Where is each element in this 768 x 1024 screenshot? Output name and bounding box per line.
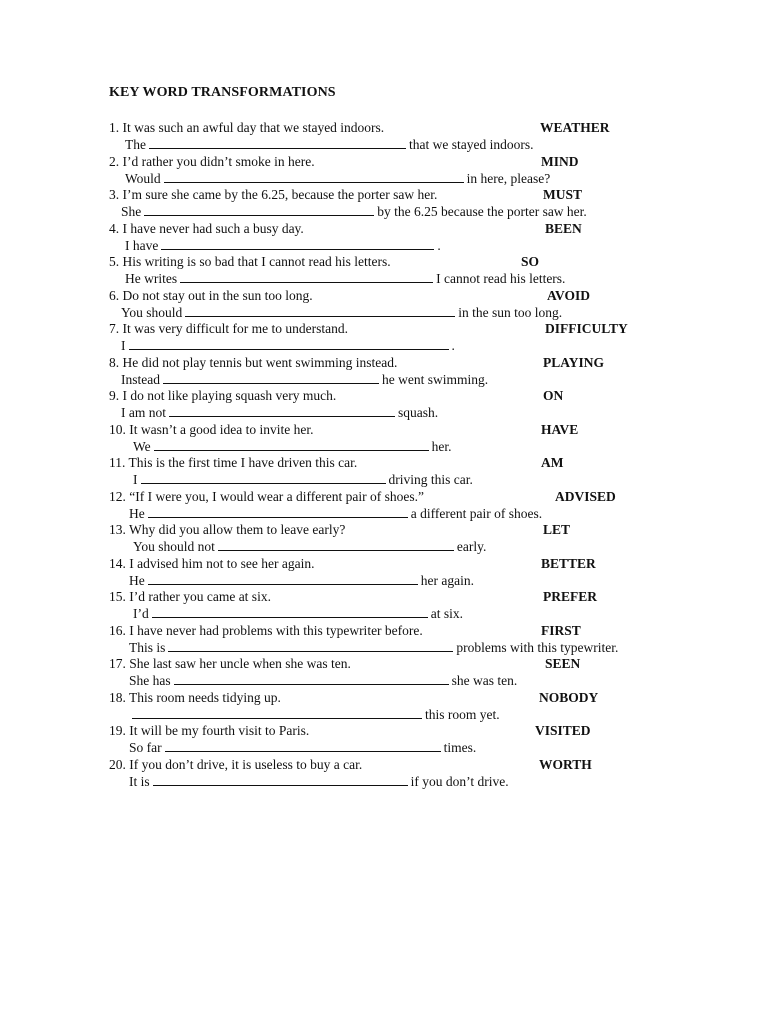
answer-blank[interactable] (132, 706, 422, 719)
answer-suffix: times. (443, 740, 477, 755)
exercise-item (0, 622, 768, 656)
answer-suffix: I cannot read his letters. (436, 271, 566, 286)
answer-suffix: at six. (430, 606, 463, 621)
answer-prefix: She (121, 204, 142, 219)
exercise-item (0, 287, 768, 321)
exercise-item (0, 387, 768, 421)
answer-line (121, 371, 488, 388)
exercise-keyword: NOBODY (539, 689, 599, 705)
exercise-question: 19. It will be my fourth visit to Paris. (109, 723, 310, 738)
answer-prefix: Instead (121, 371, 160, 387)
exercise-question: 6. Do not stay out in the sun too long. (109, 287, 313, 303)
answer-suffix: . (451, 338, 455, 353)
exercise-keyword: AM (541, 455, 564, 470)
exercise-item (0, 689, 768, 723)
answer-suffix: if you don’t drive. (410, 773, 509, 789)
exercise-item (0, 655, 768, 689)
answer-prefix: He (129, 505, 145, 521)
answer-blank[interactable] (161, 237, 434, 250)
answer-line (125, 237, 441, 254)
answer-blank[interactable] (152, 605, 428, 618)
exercise-keyword: AVOID (547, 287, 590, 303)
answer-suffix: squash. (398, 405, 439, 420)
answer-prefix: So far (129, 740, 162, 755)
exercise-question: 8. He did not play tennis but went swimming instead. (109, 354, 398, 370)
answer-blank[interactable] (148, 505, 408, 518)
answer-blank[interactable] (164, 170, 464, 183)
exercise-keyword: VISITED (535, 723, 591, 738)
answer-blank[interactable] (169, 404, 395, 417)
exercise-item (0, 756, 768, 790)
answer-prefix: I (121, 338, 126, 353)
answer-prefix: I (133, 472, 138, 487)
answer-blank[interactable] (129, 337, 449, 350)
exercise-keyword: PREFER (543, 589, 597, 604)
worksheet-title: KEY WORD TRANSFORMATIONS (109, 85, 336, 100)
answer-blank[interactable] (165, 739, 441, 752)
exercise-item (0, 153, 768, 187)
exercise-question: 2. I’d rather you didn’t smoke in here. (109, 153, 315, 169)
exercise-item (0, 555, 768, 589)
answer-prefix: I am not (121, 405, 166, 420)
exercise-question: 11. This is the first time I have driven this car. (109, 455, 358, 470)
exercise-list (0, 119, 768, 789)
answer-line (133, 438, 452, 455)
answer-suffix: he went swimming. (381, 371, 489, 387)
exercise-keyword: PLAYING (543, 354, 605, 370)
exercise-question: 16. I have never had problems with this typewriter before. (109, 622, 423, 638)
answer-line (129, 572, 474, 589)
answer-suffix: problems with this typewriter. (456, 639, 619, 655)
exercise-item (0, 220, 768, 254)
answer-line (129, 639, 618, 656)
answer-blank[interactable] (153, 773, 408, 786)
answer-line (121, 404, 438, 421)
answer-prefix: This is (129, 639, 166, 655)
exercise-item (0, 588, 768, 622)
exercise-item (0, 722, 768, 756)
answer-line (133, 538, 486, 555)
exercise-question: 13. Why did you allow them to leave early? (109, 522, 346, 537)
exercise-keyword: LET (543, 522, 571, 537)
exercise-item (0, 521, 768, 555)
exercise-keyword: ADVISED (555, 488, 616, 504)
exercise-keyword: SEEN (545, 656, 581, 671)
answer-suffix: driving this car. (388, 472, 473, 487)
exercise-question: 5. His writing is so bad that I cannot read his letters. (109, 254, 391, 269)
answer-line (133, 471, 473, 488)
exercise-keyword: WEATHER (540, 120, 610, 135)
exercise-question: 1. It was such an awful day that we stayed indoors. (109, 120, 385, 135)
answer-suffix: a different pair of shoes. (410, 505, 543, 521)
exercise-keyword: MUST (543, 187, 583, 202)
exercise-question: 10. It wasn’t a good idea to invite her. (109, 421, 314, 437)
answer-line (125, 270, 565, 287)
answer-suffix: in here, please? (466, 170, 551, 186)
answer-blank[interactable] (174, 672, 449, 685)
answer-line (129, 706, 500, 723)
answer-prefix: I have (125, 237, 159, 253)
exercise-question: 14. I advised him not to see her again. (109, 555, 315, 571)
answer-suffix: her again. (420, 572, 474, 588)
exercise-question: 17. She last saw her uncle when she was ten. (109, 656, 351, 671)
answer-prefix: It is (129, 773, 150, 789)
exercise-question: 7. It was very difficult for me to understand. (109, 321, 348, 336)
answer-blank[interactable] (149, 136, 406, 149)
exercise-keyword: BETTER (541, 555, 596, 571)
answer-line (129, 773, 509, 790)
answer-blank[interactable] (141, 471, 386, 484)
exercise-keyword: ON (543, 388, 564, 403)
exercise-keyword: SO (521, 254, 540, 269)
answer-prefix: I’d (133, 606, 149, 621)
exercise-keyword: FIRST (541, 622, 581, 638)
answer-suffix: in the sun too long. (458, 304, 563, 320)
answer-line (129, 739, 476, 756)
answer-blank[interactable] (180, 270, 433, 283)
answer-line (125, 170, 550, 187)
answer-blank[interactable] (218, 538, 454, 551)
answer-line (121, 203, 587, 220)
answer-blank[interactable] (148, 572, 418, 585)
answer-blank[interactable] (168, 639, 453, 652)
answer-prefix: You should not (133, 539, 215, 554)
answer-line (121, 337, 455, 354)
exercise-item (0, 186, 768, 220)
exercise-keyword: MIND (541, 153, 579, 169)
answer-suffix: . (437, 237, 441, 253)
exercise-keyword: WORTH (539, 756, 592, 772)
answer-line (129, 672, 517, 689)
exercise-keyword: BEEN (545, 220, 582, 236)
answer-line (133, 605, 463, 622)
exercise-question: 20. If you don’t drive, it is useless to buy a car. (109, 756, 363, 772)
answer-suffix: this room yet. (425, 706, 500, 722)
answer-prefix: He (129, 572, 145, 588)
exercise-question: 12. “If I were you, I would wear a different pair of shoes.” (109, 488, 425, 504)
answer-line (125, 136, 533, 153)
answer-prefix: We (133, 438, 151, 454)
exercise-keyword: DIFFICULTY (545, 321, 628, 336)
exercise-item (0, 488, 768, 522)
exercise-item (0, 454, 768, 488)
answer-suffix: by the 6.25 because the porter saw her. (377, 204, 587, 219)
answer-prefix: She has (129, 673, 171, 688)
answer-blank[interactable] (185, 304, 455, 317)
answer-prefix: He writes (125, 271, 178, 286)
exercise-item (0, 253, 768, 287)
answer-prefix: Would (125, 170, 161, 186)
answer-prefix: You should (121, 304, 183, 320)
answer-prefix: The (125, 137, 146, 152)
answer-line (121, 304, 562, 321)
exercise-item (0, 320, 768, 354)
exercise-question: 15. I’d rather you came at six. (109, 589, 271, 604)
exercise-keyword: HAVE (541, 421, 579, 437)
answer-blank[interactable] (163, 371, 379, 384)
exercise-question: 3. I’m sure she came by the 6.25, because the porter saw her. (109, 187, 438, 202)
exercise-question: 18. This room needs tidying up. (109, 689, 281, 705)
answer-line (129, 505, 542, 522)
answer-suffix: her. (431, 438, 452, 454)
exercise-item (0, 119, 768, 153)
exercise-item (0, 354, 768, 388)
exercise-item (0, 421, 768, 455)
exercise-question: 9. I do not like playing squash very much. (109, 388, 337, 403)
answer-suffix: early. (456, 539, 487, 554)
answer-suffix: that we stayed indoors. (409, 137, 534, 152)
answer-suffix: she was ten. (451, 673, 518, 688)
answer-blank[interactable] (144, 203, 374, 216)
answer-blank[interactable] (154, 438, 429, 451)
exercise-question: 4. I have never had such a busy day. (109, 220, 304, 236)
